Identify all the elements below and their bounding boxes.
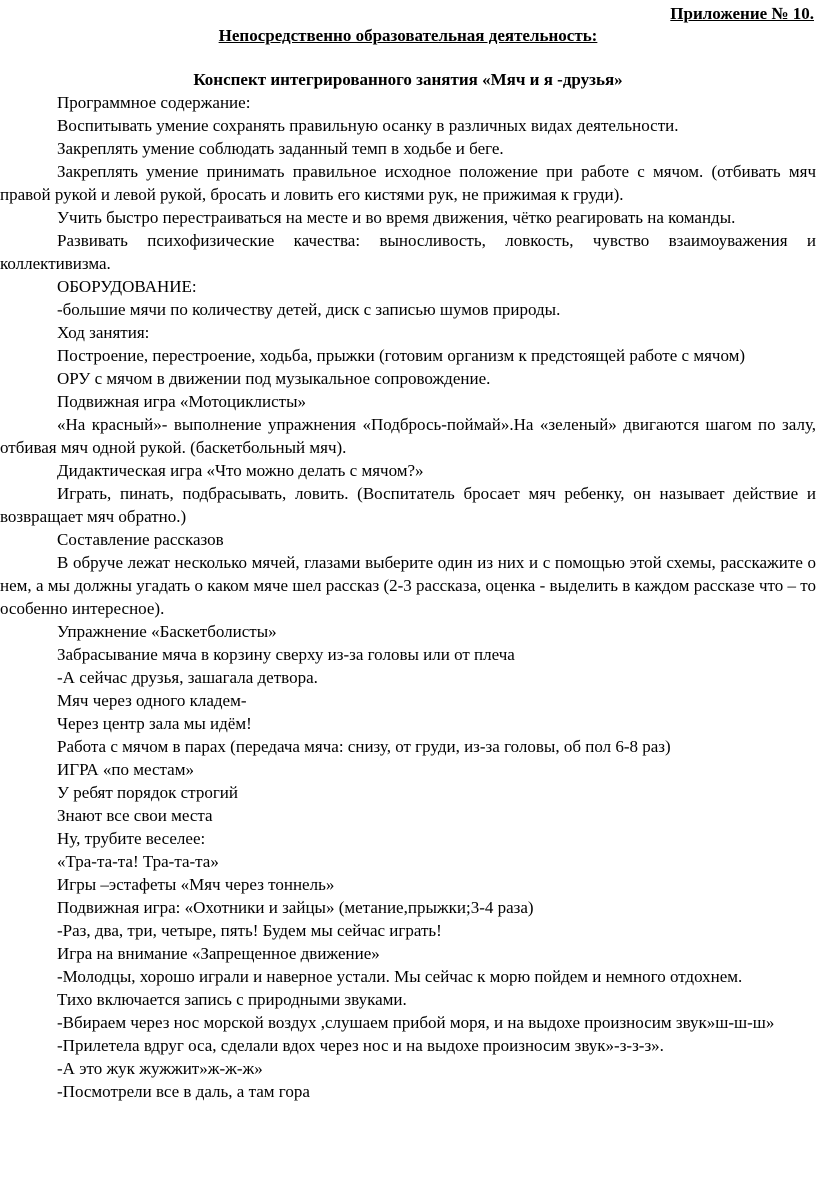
paragraph: Подвижная игра: «Охотники и зайцы» (метание,прыжки;3-4 раза) — [57, 898, 534, 917]
paragraph: Программное содержание: — [57, 93, 251, 112]
paragraph: В обруче лежат несколько мячей, глазами выберите один из них и с помощью этой схемы, расскажите о нем, а мы должны угадать о каком мяче шел рассказ (2-3 рассказа, оценка - выделить в каждом рассказе что – то особенно интересное). — [0, 553, 816, 618]
paragraph: Мяч через одного кладем- — [57, 691, 247, 710]
paragraph: Через центр зала мы идём! — [57, 714, 252, 733]
document-body — [0, 91, 816, 1103]
paragraph: -Прилетела вдруг оса, сделали вдох через нос и на выдохе произносим звук»-з-з-з». — [57, 1036, 664, 1055]
paragraph: ОБОРУДОВАНИЕ: — [57, 277, 197, 296]
paragraph: Дидактическая игра «Что можно делать с мячом?» — [57, 461, 424, 480]
paragraph: Играть, пинать, подбрасывать, ловить. (Воспитатель бросает мяч ребенку, он называет действие и возвращает мяч обратно.) — [0, 484, 816, 526]
paragraph: «На красный»- выполнение упражнения «Подбрось-поймай».На «зеленый» двигаются шагом по залу, отбивая мяч одной рукой. (баскетбольный мяч). — [0, 415, 816, 457]
paragraph: -Молодцы, хорошо играли и наверное устали. Мы сейчас к морю пойдем и немного отдохнем. — [57, 967, 743, 986]
paragraph: Ход занятия: — [57, 323, 150, 342]
page-title: Непосредственно образовательная деятельность: — [218, 26, 598, 45]
paragraph: Воспитывать умение сохранять правильную осанку в различных видах деятельности. — [57, 116, 679, 135]
paragraph: Упражнение «Баскетболисты» — [57, 622, 277, 641]
paragraph: -Раз, два, три, четыре, пять! Будем мы сейчас играть! — [57, 921, 442, 940]
appendix-label: Приложение № 10. — [670, 4, 814, 23]
paragraph: Построение, перестроение, ходьба, прыжки (готовим организм к предстоящей работе с мячом) — [57, 346, 746, 365]
paragraph: Игра на внимание «Запрещенное движение» — [57, 944, 380, 963]
paragraph: ИГРА «по местам» — [57, 760, 194, 779]
paragraph: Работа с мячом в парах (передача мяча: снизу, от груди, из-за головы, об пол 6-8 раз) — [57, 737, 671, 756]
paragraph: Составление рассказов — [57, 530, 224, 549]
paragraph: -большие мячи по количеству детей, диск с записью шумов природы. — [57, 300, 561, 319]
paragraph: -Посмотрели все в даль, а там гора — [57, 1082, 310, 1101]
paragraph: Учить быстро перестраиваться на месте и во время движения, чётко реагировать на команды. — [57, 208, 736, 227]
paragraph: -А это жук жужжит»ж-ж-ж» — [57, 1059, 263, 1078]
lesson-title: Конспект интегрированного занятия «Мяч и я -друзья» — [193, 70, 623, 89]
paragraph: -А сейчас друзья, зашагала детвора. — [57, 668, 318, 687]
paragraph: -Вбираем через нос морской воздух ,слушаем прибой моря, и на выдохе произносим звук»ш-ш-ш» — [57, 1013, 775, 1032]
paragraph: Развивать психофизические качества: выносливость, ловкость, чувство взаимоуважения и коллективизма. — [0, 231, 816, 273]
paragraph: Забрасывание мяча в корзину сверху из-за головы или от плеча — [57, 645, 515, 664]
paragraph: Закреплять умение принимать правильное исходное положение при работе с мячом. (отбивать мяч правой рукой и левой рукой, бросать и ловить его кистями рук, не прижимая к груди). — [0, 162, 816, 204]
paragraph: У ребят порядок строгий — [57, 783, 238, 802]
paragraph: ОРУ с мячом в движении под музыкальное сопровождение. — [57, 369, 491, 388]
paragraph: Тихо включается запись с природными звуками. — [57, 990, 407, 1009]
paragraph: «Тра-та-та! Тра-та-та» — [57, 852, 219, 871]
paragraph: Закреплять умение соблюдать заданный темп в ходьбе и беге. — [57, 139, 504, 158]
paragraph: Игры –эстафеты «Мяч через тоннель» — [57, 875, 335, 894]
paragraph: Подвижная игра «Мотоциклисты» — [57, 392, 306, 411]
paragraph: Знают все свои места — [57, 806, 213, 825]
paragraph: Ну, трубите веселее: — [57, 829, 206, 848]
